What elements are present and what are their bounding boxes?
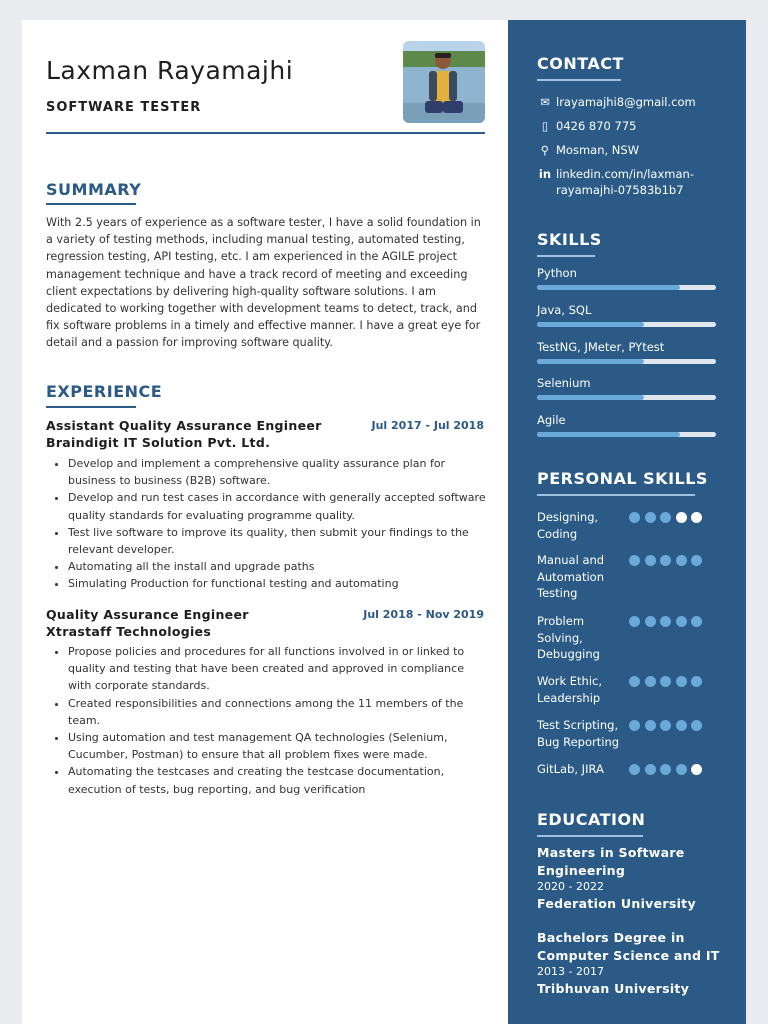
rating-dot-filled [629, 616, 640, 627]
job-1-dates: Jul 2017 - Jul 2018 [371, 419, 484, 432]
rating-dot-filled [629, 555, 640, 566]
contact-heading: CONTACT [537, 54, 624, 73]
rating-dots [629, 616, 707, 627]
job-2-company: Xtrastaff Technologies [46, 624, 212, 639]
resume-page [22, 20, 746, 1024]
rating-dot-filled [676, 764, 687, 775]
rating-dot-filled [691, 616, 702, 627]
skill-item [537, 266, 717, 290]
personal-skill-label: Test Scripting, Bug Reporting [537, 718, 620, 749]
skill-bar-fill [537, 432, 680, 437]
personal-skill-label: Problem Solving, Debugging [537, 614, 600, 661]
list-item: • Test live software to improve its quality, then submit your findings to the relevant developer. [68, 524, 490, 558]
skills-heading: SKILLS [537, 230, 602, 249]
main-column [22, 20, 508, 1024]
skill-label: Agile [537, 413, 566, 427]
list-item: • Develop and run test cases in accordance with generally accepted software quality standards for evaluating programme quality. [68, 489, 490, 523]
sidebar [508, 20, 746, 1024]
rating-dot-filled [645, 720, 656, 731]
personal-skill-label: GitLab, JIRA [537, 762, 604, 776]
education-item [537, 929, 732, 998]
skill-label: Java, SQL [537, 303, 592, 317]
skill-item [537, 376, 717, 400]
job-2-bullets [46, 643, 490, 798]
contact-phone-text: 0426 870 775 [556, 119, 637, 133]
rating-dot-filled [629, 720, 640, 731]
experience-heading-underline [46, 406, 136, 408]
phone-icon: ▯ [541, 119, 549, 133]
rating-dot-filled [691, 720, 702, 731]
skill-label: Python [537, 266, 577, 280]
rating-dots [629, 676, 707, 687]
summary-text: With 2.5 years of experience as a software tester, I have a solid foundation in a variety of testing methods, including manual testing, automated testing, regression testing, API testing, etc. I am experienced in the AGILE project management technique and have a track record of meeting and exceeding client expectations by delivering high-quality software solutions. I am dedicated to working together with development teams to detect, track, and fix software problems in a timely and effective manner. I have a great eye for detail and a passion for improving software quality. [46, 216, 481, 350]
job-1-company: Braindigit IT Solution Pvt. Ltd. [46, 435, 271, 450]
skill-label: TestNG, JMeter, PYtest [537, 340, 665, 354]
list-item: • Automating the testcases and creating the testcase documentation, execution of tests, bug reporting, and bug verification [68, 763, 490, 797]
list-item: • Created responsibilities and connections among the 11 members of the team. [68, 695, 490, 729]
rating-dot-filled [676, 676, 687, 687]
rating-dot-filled [691, 676, 702, 687]
rating-dot-filled [645, 616, 656, 627]
rating-dot-filled [676, 720, 687, 731]
skill-bar [537, 359, 716, 364]
rating-dot-empty [691, 512, 702, 523]
linkedin-icon: in [538, 167, 552, 181]
list-item: • Develop and implement a comprehensive quality assurance plan for business to business (B2B) software. [68, 455, 490, 489]
personal-skill-label: Work Ethic, Leadership [537, 674, 603, 705]
rating-dot-filled [645, 555, 656, 566]
candidate-role: SOFTWARE TESTER [46, 100, 202, 115]
list-item: • Automating all the install and upgrade paths [68, 558, 490, 575]
rating-dot-filled [660, 764, 671, 775]
education-years: 2013 - 2017 [537, 965, 604, 978]
job-1-bullets [46, 455, 490, 593]
rating-dot-filled [676, 616, 687, 627]
rating-dots [629, 512, 707, 523]
skill-bar [537, 395, 716, 400]
list-item: • Simulating Production for functional testing and automating [68, 575, 490, 592]
rating-dot-filled [660, 676, 671, 687]
contact-heading-underline [537, 79, 621, 81]
rating-dot-filled [629, 764, 640, 775]
education-university: Tribhuvan University [537, 981, 690, 996]
skill-bar-fill [537, 322, 644, 327]
contact-location-text: Mosman, NSW [556, 143, 640, 157]
job-2-title: Quality Assurance Engineer [46, 607, 249, 622]
rating-dot-filled [645, 512, 656, 523]
rating-dot-filled [660, 512, 671, 523]
contact-email-text: lrayamajhi8@gmail.com [556, 95, 696, 109]
rating-dot-filled [660, 720, 671, 731]
skill-item [537, 303, 717, 327]
header-divider [46, 132, 485, 134]
rating-dot-filled [676, 555, 687, 566]
skill-bar-fill [537, 359, 644, 364]
personal-skill-label: Designing, Coding [537, 510, 599, 541]
education-heading: EDUCATION [537, 810, 646, 829]
rating-dot-filled [645, 764, 656, 775]
rating-dot-filled [645, 676, 656, 687]
education-degree: Masters in Software Engineering [537, 845, 685, 878]
list-item: • Propose policies and procedures for all functions involved in or linked to quality and testing that have been created and approved in compliance with corporate standards. [68, 643, 490, 695]
education-university: Federation University [537, 896, 696, 911]
skill-item [537, 340, 717, 364]
education-degree: Bachelors Degree in Computer Science and IT [537, 930, 720, 963]
rating-dot-empty [676, 512, 687, 523]
skill-bar [537, 322, 716, 327]
skill-bar-fill [537, 395, 644, 400]
personal-skills-heading: PERSONAL SKILLS [537, 469, 708, 488]
envelope-icon: ✉ [540, 95, 550, 109]
education-years: 2020 - 2022 [537, 880, 604, 893]
rating-dots [629, 555, 707, 566]
experience-heading: EXPERIENCE [46, 382, 163, 401]
rating-dot-filled [660, 616, 671, 627]
location-pin-icon: ⚲ [540, 143, 550, 157]
rating-dot-filled [629, 512, 640, 523]
skill-bar [537, 285, 716, 290]
skill-label: Selenium [537, 376, 591, 390]
skill-bar [537, 432, 716, 437]
rating-dots [629, 764, 707, 775]
summary-heading: SUMMARY [46, 180, 142, 199]
rating-dot-filled [691, 555, 702, 566]
job-1-title: Assistant Quality Assurance Engineer [46, 418, 322, 433]
personal-skill-label: Manual and Automation Testing [537, 553, 605, 600]
skills-heading-underline [537, 255, 595, 257]
personal-skills-heading-underline [537, 494, 695, 496]
rating-dot-filled [660, 555, 671, 566]
skill-item [537, 413, 717, 437]
summary-heading-underline [46, 203, 136, 205]
skill-bar-fill [537, 285, 680, 290]
candidate-name: Laxman Rayamajhi [46, 56, 294, 85]
rating-dots [629, 720, 707, 731]
profile-photo [403, 41, 485, 123]
job-2-dates: Jul 2018 - Nov 2019 [363, 608, 484, 621]
list-item: • Using automation and test management QA technologies (Selenium, Cucumber, Postman) to ensure that all problem fixes were made. [68, 729, 490, 763]
rating-dot-filled [629, 676, 640, 687]
rating-dot-empty [691, 764, 702, 775]
education-item [537, 844, 732, 913]
education-heading-underline [537, 835, 643, 837]
contact-linkedin-text: linkedin.com/in/laxman-rayamajhi-07583b1b7 [556, 167, 694, 197]
